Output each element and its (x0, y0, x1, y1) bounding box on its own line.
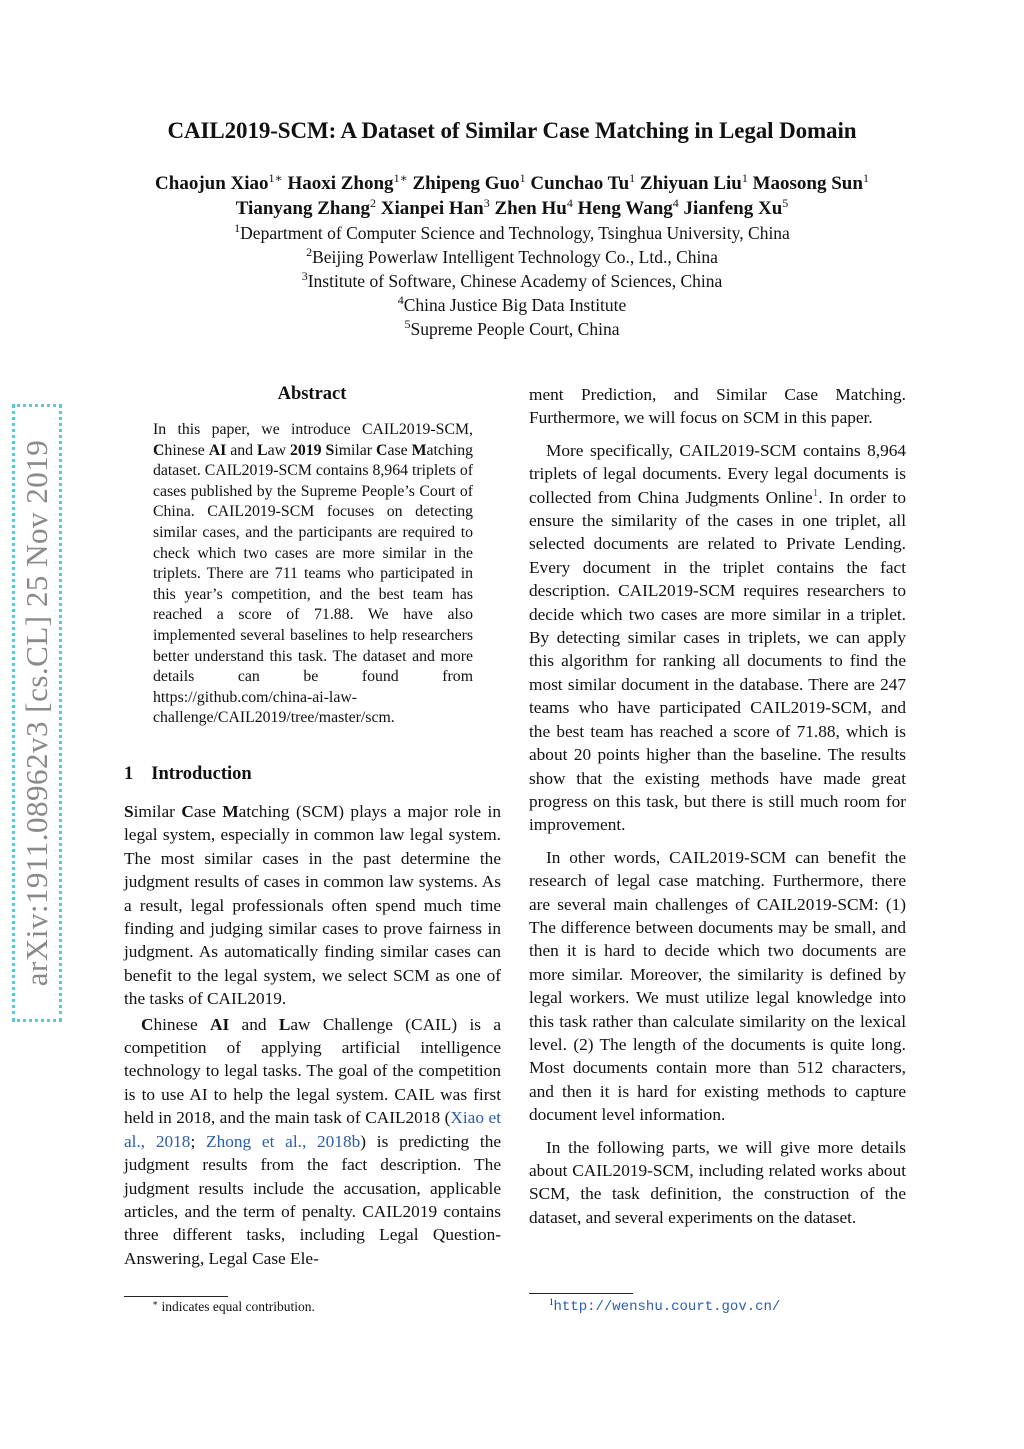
section-heading: 1 Introduction (124, 764, 252, 784)
footnote-rule (529, 1293, 633, 1294)
arxiv-stamp (12, 404, 62, 1022)
author: Xianpei Han$^3$ (380, 196, 490, 219)
paragraph: More specifically, CAIL2019-SCM contains 8,964 triplets of legal documents. Every legal documents is collected from China Judgments Online$^1$. In order to ensure the similarity of the cases in one triplet, all selected documents are related to Private Lending. Every document in the triplet contains the fact description. CAIL2019-SCM requires researchers to decide which two cases are more similar in a triplet. By detecting similar cases in triplets, we can apply this algorithm for ranking all documents to find the most similar document in the database. There are 247 teams who have participated CAIL2019-SCM, and the best team has reached a score of 71.88, which is about 20 points higher than the baseline. The results show that the existing methods have made great progress on this task, but there is still much room for improvement. (529, 440, 906, 835)
footnote-left: ∗ indicates equal contribution. (152, 1298, 315, 1314)
abstract-body: In this paper, we introduce CAIL2019-SCM, Chinese AI and Law 2019 Similar Case Matching dataset. CAIL2019-SCM contains 8,964 triplets of cases published by the Supreme People’s Court of China. CAIL2019-SCM focuses on detecting similar cases, and the participants are required to check which two cases are more similar in the triplets. There are 711 teams who participated in this year’s competition, and the best team has reached a score of 71.88. We have also implemented several baselines to help researchers better understand this task. The dataset and more details can be found from https://github.com/china-ai-law-challenge/CAIL2019/tree/master/scm. (153, 421, 474, 727)
affiliation: $^1$Department of Computer Science and Technology, Tsinghua University, China (234, 221, 790, 243)
footnote-right: $^1$http://wenshu.court.gov.cn/ (549, 1297, 781, 1315)
author: Chaojun Xiao$^{1∗}$ (155, 171, 283, 194)
citation-link[interactable]: Zhong et al., 2018b (206, 1131, 361, 1151)
affiliation: $^2$Beijing Powerlaw Intelligent Technology Co., Ltd., China (306, 245, 718, 267)
affiliation: $^3$Institute of Software, Chinese Academy of Sciences, China (301, 269, 723, 291)
author: Haoxi Zhong$^{1∗}$ (287, 171, 408, 194)
arxiv-identifier: arXiv:1911.08962v3 [cs.CL] 25 Nov 2019 (19, 439, 54, 987)
footnote-url-link[interactable]: http://wenshu.court.gov.cn/ (553, 1299, 781, 1315)
abstract-heading: Abstract (277, 384, 347, 404)
affiliation: $^4$China Justice Big Data Institute (397, 293, 627, 315)
citation-link[interactable]: Xiao et al., 2018 (124, 1108, 501, 1151)
footnote-marker[interactable]: 1 (812, 486, 819, 499)
author: Zhiyuan Liu$^1$ (639, 171, 748, 194)
footnote-rule (124, 1296, 228, 1297)
paragraph: Similar Case Matching (SCM) plays a major role in legal system, especially in common law legal system. The most similar cases in the past determine the judgment results of cases in common law systems. As a result, legal professionals often spend much time finding and judging similar cases to prove fairness in judgment. As automatically finding similar cases can benefit to the legal system, we select SCM as one of the tasks of CAIL2019. (124, 802, 501, 1009)
author: Maosong Sun$^1$ (752, 171, 869, 194)
paper-title: CAIL2019-SCM: A Dataset of Similar Case Matching in Legal Domain (167, 118, 857, 143)
author: Zhipeng Guo$^1$ (412, 171, 526, 194)
author: Cunchao Tu$^1$ (530, 171, 636, 194)
author-line-1 (0, 172, 1024, 196)
right-column-body (529, 383, 906, 1229)
affiliation: $^5$Supreme People Court, China (404, 317, 620, 339)
paragraph: ment Prediction, and Similar Case Matching. Furthermore, we will focus on SCM in this paper. (529, 385, 906, 428)
author: Heng Wang$^4$ (577, 196, 679, 219)
paragraph: In the following parts, we will give more details about CAIL2019-SCM, including related works about SCM, the task definition, the construction of the dataset, and several experiments on the dataset. (529, 1137, 906, 1227)
author: Tianyang Zhang$^2$ (235, 196, 377, 219)
paragraph: Chinese AI and Law Challenge (CAIL) is a competition of applying artificial intelligence technology to legal tasks. The goal of the competition is to use AI to help the legal system. CAIL was first held in 2018, and the main task of CAIL2018 (Xiao et al., 2018; Zhong et al., 2018b) is predicting the judgment results from the fact description. The judgment results include the accusation, applicable articles, and the term of penalty. CAIL2019 contains three different tasks, including Legal Question-Answering, Legal Case Ele- (124, 1014, 502, 1268)
paragraph: In other words, CAIL2019-SCM can benefit the research of legal case matching. Furthermore, there are several main challenges of CAIL2019-SCM: (1) The difference between documents may be small, and then it is hard to decide which two documents are more similar. Moreover, the similarity is defined by legal workers. We must utilize legal knowledge into this task rather than calculate similarity on the lexical level. (2) The length of the documents is quite long. Most documents contain more than 512 characters, and then it is hard for existing methods to capture document level information. (529, 847, 906, 1125)
author: Jianfeng Xu$^5$ (683, 196, 789, 219)
author: Zhen Hu$^4$ (494, 196, 573, 219)
author-line-2 (0, 197, 1024, 221)
left-column-body (124, 800, 501, 1270)
